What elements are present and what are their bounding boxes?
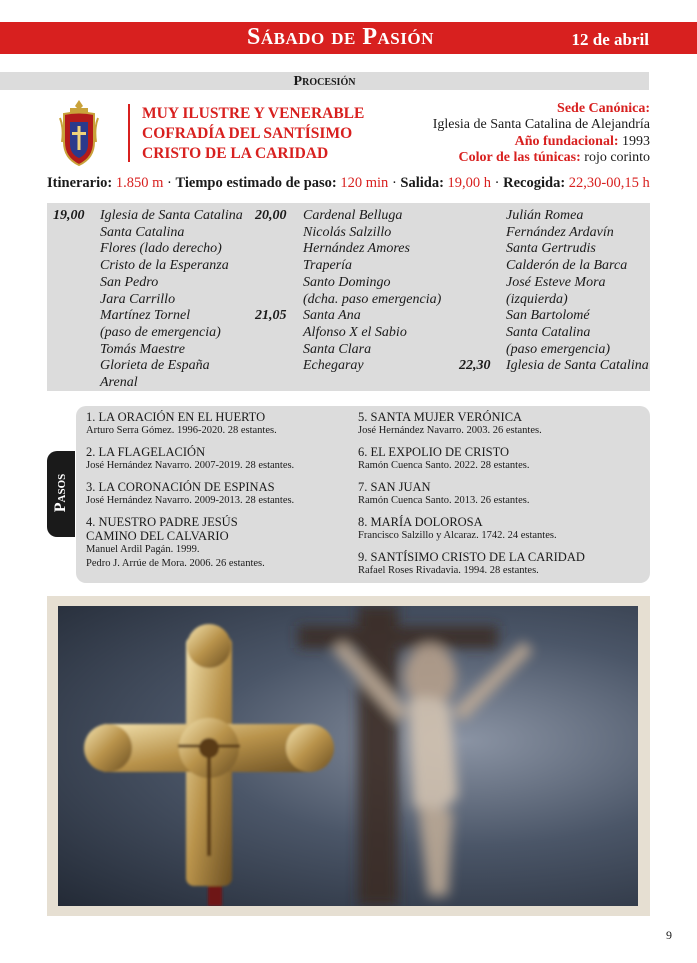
paso-author: Arturo Serra Gómez. 1996-2020. 28 estantes.: [86, 425, 277, 436]
route-time: 19,00: [53, 208, 85, 223]
brotherhood-info: [433, 101, 650, 166]
color-label: Color de las túnicas:: [458, 149, 581, 165]
paso-name: 2. LA FLAGELACIÓN: [86, 445, 206, 459]
route-column-2: [303, 208, 441, 375]
pasos-tab-label: Pasos: [52, 473, 69, 513]
paso-author: Ramón Cuenca Santo. 2022. 28 estantes.: [358, 460, 530, 471]
paso-item: [86, 480, 294, 508]
paso-item: [358, 410, 542, 438]
route-time: 22,30: [459, 358, 491, 373]
page-header: [0, 22, 697, 54]
route-street: Nicolás Salzillo: [303, 224, 392, 240]
route-column-3: [506, 208, 649, 375]
itinerary-line: Itinerario: 1.850 m · Tiempo estimado de paso: 120 min · Salida: 19,00 h · Recogida: 22,30-00,15 h: [47, 175, 650, 191]
paso-name: 9. SANTÍSIMO CRISTO DE LA CARIDAD: [358, 550, 585, 564]
paso-item: [86, 515, 265, 571]
departure-label: Salida:: [400, 175, 444, 191]
brotherhood-name-line: CRISTO DE LA CARIDAD: [142, 145, 329, 162]
paso-name: CAMINO DEL CALVARIO: [86, 529, 229, 543]
year-label: Año fundacional:: [514, 133, 619, 149]
route-street: San Pedro: [100, 274, 159, 290]
route-street: Santa Catalina: [100, 224, 185, 240]
section-bar: [0, 72, 649, 90]
return-label: Recogida:: [503, 175, 566, 191]
route-street: (dcha. paso emergencia): [303, 291, 442, 307]
route-street: Cardenal Belluga: [303, 208, 403, 223]
paso-author: Manuel Ardil Pagán. 1999.: [86, 544, 200, 555]
brotherhood-name-line: MUY ILUSTRE Y VENERABLE: [142, 105, 365, 122]
photo-illustration: [58, 606, 638, 906]
itinerary-label: Itinerario:: [47, 175, 113, 191]
paso-item: [358, 515, 557, 543]
pasos-panel: [76, 406, 650, 583]
route-street: Santo Domingo: [303, 274, 391, 290]
route-street: Iglesia de Santa Catalina: [100, 208, 243, 223]
paso-author: Francisco Salzillo y Alcaraz. 1742. 24 estantes.: [358, 530, 557, 541]
time-label: Tiempo estimado de paso:: [175, 175, 337, 191]
paso-name: 5. SANTA MUJER VERÓNICA: [358, 410, 523, 424]
route-street: Flores (lado derecho): [100, 241, 222, 257]
route-street: Echegaray: [303, 358, 364, 374]
year-value: 1993: [622, 133, 650, 149]
route-street: Santa Clara: [303, 341, 372, 357]
return-value: 22,30-00,15 h: [568, 175, 650, 191]
ornate-cross-photo: [58, 606, 638, 906]
paso-name: 3. LA CORONACIÓN DE ESPINAS: [86, 480, 275, 494]
paso-name: 8. MARÍA DOLOROSA: [358, 515, 483, 529]
route-street: Hernández Amores: [303, 241, 410, 257]
route-street: Arenal: [100, 375, 138, 391]
page-date: 12 de abril: [571, 30, 649, 49]
route-street: Santa Gertrudis: [506, 241, 596, 257]
pasos-tab: [47, 451, 75, 537]
route-time: 20,00: [255, 208, 287, 223]
paso-item: [86, 445, 294, 473]
paso-author: Ramón Cuenca Santo. 2013. 26 estantes.: [358, 495, 530, 506]
brotherhood-crest-icon: [58, 98, 100, 168]
paso-name: 4. NUESTRO PADRE JESÚS: [86, 515, 238, 529]
route-street: Fernández Ardavín: [506, 224, 614, 240]
sede-label: Sede Canónica:: [557, 101, 650, 116]
paso-author: José Hernández Navarro. 2007-2019. 28 estantes.: [86, 460, 295, 471]
route-street: Santa Ana: [303, 308, 361, 324]
paso-author: José Hernández Navarro. 2009-2013. 28 estantes.: [86, 495, 295, 506]
paso-name: 7. SAN JUAN: [358, 480, 431, 494]
paso-item: [358, 550, 585, 578]
route-street: Martínez Tornel: [100, 308, 191, 324]
route-street: San Bartolomé: [506, 308, 590, 324]
route-street: (paso emergencia): [506, 341, 611, 357]
route-street: Jara Carrillo: [100, 291, 176, 307]
paso-author: Pedro J. Arrúe de Mora. 2006. 26 estantes.: [86, 558, 265, 569]
paso-item: [358, 445, 529, 473]
divider-line: [128, 104, 130, 162]
route-street: Alfonso X el Sabio: [303, 324, 407, 340]
paso-author: Rafael Roses Rivadavia. 1994. 28 estantes.: [358, 565, 539, 576]
route-street: Glorieta de España: [100, 358, 210, 374]
route-panel: [47, 203, 650, 391]
section-title: Procesión: [293, 74, 356, 89]
departure-value: 19,00 h: [447, 175, 492, 191]
paso-item: [86, 410, 277, 438]
paso-item: [358, 480, 529, 508]
route-street: Iglesia de Santa Catalina: [506, 358, 649, 374]
route-street: (izquierda): [506, 291, 568, 307]
route-street: Tomás Maestre: [100, 341, 185, 357]
paso-name: 1. LA ORACIÓN EN EL HUERTO: [86, 410, 266, 424]
paso-author: José Hernández Navarro. 2003. 26 estantes.: [358, 425, 542, 436]
route-street: Santa Catalina: [506, 324, 591, 340]
brotherhood-name: [142, 104, 364, 164]
route-street: José Esteve Mora: [506, 274, 606, 290]
route-time: 21,05: [255, 308, 287, 323]
route-street: (paso de emergencia): [100, 324, 221, 340]
paso-name: 6. EL EXPOLIO DE CRISTO: [358, 445, 510, 459]
brotherhood-name-line: COFRADÍA DEL SANTÍSIMO: [142, 125, 353, 142]
page-title: Sábado de Pasión: [247, 24, 434, 50]
route-street: Calderón de la Barca: [506, 258, 628, 274]
route-street: Julián Romea: [506, 208, 584, 223]
itinerary-value: 1.850 m: [115, 175, 164, 191]
route-street: Trapería: [303, 258, 353, 274]
time-value: 120 min: [340, 175, 389, 191]
route-column-1: [100, 208, 243, 392]
color-value: rojo corinto: [584, 149, 650, 165]
page-number: 9: [666, 928, 672, 942]
route-street: Cristo de la Esperanza: [100, 258, 229, 274]
sede-value: Iglesia de Santa Catalina de Alejandría: [432, 117, 650, 133]
